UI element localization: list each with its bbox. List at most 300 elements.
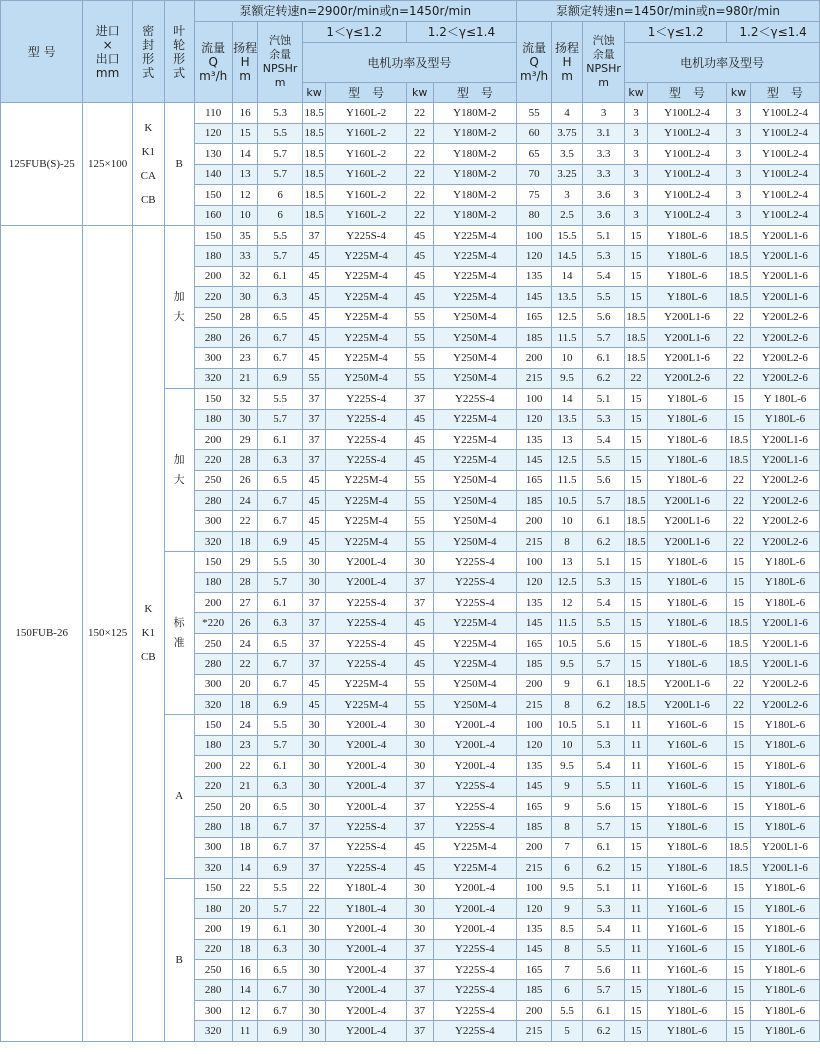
data-cell: Y200L-4 <box>433 878 517 898</box>
data-cell: 55 <box>406 470 433 490</box>
data-cell: Y200L1-6 <box>647 491 726 511</box>
data-cell: 200 <box>194 429 232 449</box>
data-cell: 3 <box>625 123 648 144</box>
data-cell: Y225S-4 <box>326 593 406 613</box>
data-cell: 33 <box>232 246 258 266</box>
data-cell: 300 <box>194 511 232 531</box>
data-cell: 5.7 <box>258 735 302 755</box>
data-cell: 22 <box>625 368 648 388</box>
data-cell: 140 <box>194 164 232 185</box>
data-cell: 6.7 <box>258 327 302 347</box>
impeller-cell <box>164 715 194 878</box>
data-cell: 6.1 <box>583 1000 625 1020</box>
data-cell: 15 <box>625 1021 648 1041</box>
data-cell: Y225S-4 <box>433 572 517 592</box>
data-cell: 9.5 <box>552 368 583 388</box>
data-cell: 70 <box>517 164 552 185</box>
data-cell: Y250M-4 <box>433 348 517 368</box>
inlet-outlet-header: 进口 × 出口 mm <box>83 1 132 103</box>
data-cell: Y225M-4 <box>433 633 517 653</box>
data-cell: 15 <box>625 226 648 246</box>
data-cell: 5.5 <box>552 1000 583 1020</box>
data-cell: 6.1 <box>583 348 625 368</box>
data-cell: Y180L-6 <box>750 898 819 918</box>
data-cell: 250 <box>194 307 232 327</box>
data-cell: 18.5 <box>625 511 648 531</box>
data-cell: 6.7 <box>258 348 302 368</box>
data-cell: 320 <box>194 694 232 714</box>
data-cell: 37 <box>302 633 326 653</box>
data-cell: 5.5 <box>258 123 302 144</box>
data-cell: 250 <box>194 796 232 816</box>
data-cell: Y180L-6 <box>647 450 726 470</box>
data-cell: 20 <box>232 796 258 816</box>
data-cell: Y180M-2 <box>433 123 517 144</box>
data-cell: 22 <box>727 368 751 388</box>
data-cell: Y225M-4 <box>326 246 406 266</box>
data-cell: 37 <box>302 654 326 674</box>
data-cell: Y180M-2 <box>433 164 517 185</box>
data-cell: Y180L-6 <box>647 246 726 266</box>
data-cell: 6.5 <box>258 796 302 816</box>
data-cell: 27 <box>232 593 258 613</box>
data-cell: 15 <box>727 715 751 735</box>
data-cell: Y200L1-6 <box>647 694 726 714</box>
data-cell: 28 <box>232 307 258 327</box>
data-cell: 150 <box>194 185 232 206</box>
data-cell: Y200L-4 <box>326 919 406 939</box>
data-cell: 55 <box>406 531 433 551</box>
data-cell: 200 <box>517 837 552 857</box>
data-cell: 55 <box>406 511 433 531</box>
data-cell: 15 <box>727 572 751 592</box>
data-cell: 15 <box>232 123 258 144</box>
data-cell: 120 <box>194 123 232 144</box>
data-cell: 5.6 <box>583 960 625 980</box>
data-cell: Y200L1-6 <box>750 226 819 246</box>
data-cell: 3 <box>583 103 625 124</box>
data-cell: Y225M-4 <box>433 613 517 633</box>
impeller-label: B <box>175 953 183 966</box>
data-cell: Y100L2-4 <box>750 103 819 124</box>
data-cell: 9 <box>552 776 583 796</box>
data-cell: 37 <box>302 429 326 449</box>
data-cell: 180 <box>194 572 232 592</box>
data-cell: Y200L2-6 <box>750 491 819 511</box>
speed-a-header: 泵额定转速n=2900r/min或n=1450r/min <box>194 1 516 22</box>
kw-header: kw <box>302 83 326 103</box>
data-cell: 18.5 <box>302 103 326 124</box>
data-cell: 5.1 <box>583 878 625 898</box>
data-cell: 18.5 <box>727 266 751 286</box>
data-cell: 15 <box>727 960 751 980</box>
data-cell: Y225M-4 <box>433 409 517 429</box>
data-cell: 18 <box>232 531 258 551</box>
data-cell: 37 <box>406 572 433 592</box>
group-125fub-body <box>1 103 820 226</box>
model-cell: 150FUB-26 <box>1 226 83 1042</box>
data-cell: 22 <box>302 878 326 898</box>
data-cell: 120 <box>517 409 552 429</box>
data-cell: 45 <box>406 429 433 449</box>
data-cell: 135 <box>517 593 552 613</box>
data-cell: 30 <box>302 715 326 735</box>
data-cell: 320 <box>194 1021 232 1041</box>
data-cell: 22 <box>727 674 751 694</box>
data-cell: 15 <box>727 1000 751 1020</box>
seal-cell <box>132 226 164 1042</box>
data-cell: Y 180L-6 <box>750 389 819 409</box>
head-header-b: 扬程 H m <box>552 22 583 103</box>
data-cell: 22 <box>727 470 751 490</box>
data-cell: 23 <box>232 735 258 755</box>
data-cell: 6.3 <box>258 613 302 633</box>
data-cell: Y180L-6 <box>647 552 726 572</box>
data-cell: Y160L-2 <box>326 144 406 165</box>
data-cell: 200 <box>194 756 232 776</box>
data-cell: 55 <box>406 491 433 511</box>
data-cell: 6.2 <box>583 1021 625 1041</box>
data-cell: 11 <box>625 919 648 939</box>
data-cell: 5.3 <box>583 898 625 918</box>
data-cell: 6.9 <box>258 531 302 551</box>
data-cell: 135 <box>517 919 552 939</box>
data-cell: 15 <box>625 246 648 266</box>
data-cell: 6.3 <box>258 939 302 959</box>
data-cell: Y180L-6 <box>750 735 819 755</box>
data-cell: 28 <box>232 572 258 592</box>
data-cell: Y180L-6 <box>647 1000 726 1020</box>
data-cell: 21 <box>232 368 258 388</box>
head-header-a: 扬程 H m <box>232 22 258 103</box>
data-cell: Y180L-6 <box>750 715 819 735</box>
impeller-cell <box>164 878 194 1041</box>
data-cell: 180 <box>194 409 232 429</box>
data-cell: 280 <box>194 491 232 511</box>
data-cell: 11.5 <box>552 327 583 347</box>
data-cell: 3 <box>625 205 648 226</box>
data-cell: Y200L-4 <box>326 939 406 959</box>
data-cell: 185 <box>517 817 552 837</box>
data-cell: 5.7 <box>583 980 625 1000</box>
data-cell: 135 <box>517 756 552 776</box>
data-cell: 15 <box>625 817 648 837</box>
data-cell: 100 <box>517 878 552 898</box>
data-cell: 120 <box>517 246 552 266</box>
data-cell: 15 <box>625 470 648 490</box>
data-cell: 37 <box>406 980 433 1000</box>
data-cell: Y180L-6 <box>750 572 819 592</box>
data-cell: Y200L2-6 <box>750 348 819 368</box>
data-cell: 45 <box>406 266 433 286</box>
data-cell: 15 <box>625 552 648 572</box>
data-cell: Y180M-2 <box>433 205 517 226</box>
data-cell: 15.5 <box>552 226 583 246</box>
data-cell: 9 <box>552 674 583 694</box>
data-cell: 55 <box>406 348 433 368</box>
data-cell: 22 <box>406 164 433 185</box>
data-cell: 10.5 <box>552 633 583 653</box>
data-cell: 6 <box>258 205 302 226</box>
data-cell: 150 <box>194 552 232 572</box>
data-cell: 65 <box>517 144 552 165</box>
data-cell: 11.5 <box>552 613 583 633</box>
data-cell: Y180L-6 <box>647 837 726 857</box>
data-cell: 150 <box>194 878 232 898</box>
data-cell: 22 <box>727 348 751 368</box>
data-cell: 6.3 <box>258 776 302 796</box>
data-cell: 30 <box>302 735 326 755</box>
data-cell: 22 <box>406 185 433 206</box>
gamma2-header-b: 1.2＜γ≤1.4 <box>727 22 820 43</box>
data-cell: 37 <box>302 450 326 470</box>
data-cell: Y200L2-6 <box>750 327 819 347</box>
data-cell: 5.5 <box>583 776 625 796</box>
data-cell: 145 <box>517 776 552 796</box>
data-cell: 11 <box>625 776 648 796</box>
data-cell: Y225S-4 <box>326 389 406 409</box>
data-cell: 100 <box>517 389 552 409</box>
data-cell: 2.5 <box>552 205 583 226</box>
data-cell: 18.5 <box>727 613 751 633</box>
table-row <box>1 226 820 246</box>
data-cell: Y180M-2 <box>433 185 517 206</box>
data-cell: Y200L1-6 <box>750 246 819 266</box>
data-cell: 10.5 <box>552 491 583 511</box>
data-cell: 26 <box>232 613 258 633</box>
data-cell: 120 <box>517 898 552 918</box>
data-cell: 280 <box>194 980 232 1000</box>
data-cell: Y180L-4 <box>326 898 406 918</box>
data-cell: 5.5 <box>583 613 625 633</box>
seal-code: K <box>144 122 153 134</box>
data-cell: 22 <box>406 144 433 165</box>
data-cell: 5.4 <box>583 593 625 613</box>
data-cell: 29 <box>232 552 258 572</box>
data-cell: Y225S-4 <box>433 1021 517 1041</box>
data-cell: 11 <box>625 735 648 755</box>
data-cell: Y200L-4 <box>433 919 517 939</box>
data-cell: Y225S-4 <box>433 796 517 816</box>
data-cell: 8 <box>552 694 583 714</box>
model-header: 型 号 <box>1 1 83 103</box>
data-cell: Y250M-4 <box>433 470 517 490</box>
data-cell: 18.5 <box>625 307 648 327</box>
data-cell: 3 <box>727 103 751 124</box>
data-cell: 18.5 <box>302 185 326 206</box>
data-cell: 150 <box>194 715 232 735</box>
data-cell: 13 <box>232 164 258 185</box>
data-cell: Y160L-2 <box>326 185 406 206</box>
data-cell: 26 <box>232 327 258 347</box>
data-cell: 6.2 <box>583 531 625 551</box>
group-150fub-body <box>1 226 820 1042</box>
seal-cell <box>132 103 164 226</box>
data-cell: 12 <box>232 185 258 206</box>
data-cell: 5.5 <box>583 450 625 470</box>
data-cell: 45 <box>406 450 433 470</box>
data-cell: 37 <box>406 939 433 959</box>
data-cell: Y200L1-6 <box>750 429 819 449</box>
type-header: 型 号 <box>750 83 819 103</box>
data-cell: Y200L-4 <box>326 796 406 816</box>
data-cell: 5.7 <box>258 144 302 165</box>
data-cell: 18.5 <box>727 858 751 878</box>
data-cell: 15 <box>727 817 751 837</box>
data-cell: 22 <box>406 123 433 144</box>
data-cell: 9 <box>552 898 583 918</box>
data-cell: 300 <box>194 674 232 694</box>
data-cell: 11 <box>625 878 648 898</box>
data-cell: 6.2 <box>583 858 625 878</box>
data-cell: 185 <box>517 491 552 511</box>
data-cell: Y160L-6 <box>647 898 726 918</box>
seal-code: CB <box>140 194 156 206</box>
flow-header-a: 流量 Q m³/h <box>194 22 232 103</box>
type-header: 型 号 <box>433 83 517 103</box>
data-cell: 6.3 <box>258 287 302 307</box>
data-cell: 5.5 <box>583 287 625 307</box>
data-cell: Y225M-4 <box>433 654 517 674</box>
data-cell: 26 <box>232 470 258 490</box>
data-cell: 30 <box>406 715 433 735</box>
data-cell: Y225S-4 <box>326 633 406 653</box>
data-cell: 6.1 <box>258 756 302 776</box>
data-cell: 55 <box>517 103 552 124</box>
data-cell: Y200L-4 <box>433 735 517 755</box>
data-cell: Y225M-4 <box>433 246 517 266</box>
data-cell: 15 <box>625 796 648 816</box>
data-cell: 215 <box>517 1021 552 1041</box>
data-cell: 12 <box>552 593 583 613</box>
data-cell: 21 <box>232 776 258 796</box>
data-cell: Y225S-4 <box>433 552 517 572</box>
data-cell: Y200L-4 <box>433 898 517 918</box>
data-cell: Y200L2-6 <box>750 511 819 531</box>
data-cell: 45 <box>406 409 433 429</box>
data-cell: Y180L-6 <box>647 654 726 674</box>
data-cell: Y180L-6 <box>647 633 726 653</box>
data-cell: 150 <box>194 226 232 246</box>
data-cell: 5 <box>552 1021 583 1041</box>
data-cell: Y160L-2 <box>326 103 406 124</box>
data-cell: 220 <box>194 939 232 959</box>
data-cell: 15 <box>625 389 648 409</box>
data-cell: Y200L-4 <box>326 776 406 796</box>
data-cell: Y225S-4 <box>433 389 517 409</box>
data-cell: Y160L-2 <box>326 164 406 185</box>
data-cell: 12 <box>232 1000 258 1020</box>
data-cell: 11.5 <box>552 470 583 490</box>
motor-header-b: 电机功率及型号 <box>625 43 820 83</box>
data-cell: Y200L-4 <box>326 1000 406 1020</box>
data-cell: 135 <box>517 429 552 449</box>
data-cell: 30 <box>302 1021 326 1041</box>
data-cell: 300 <box>194 348 232 368</box>
data-cell: 6.2 <box>583 368 625 388</box>
data-cell: Y180L-6 <box>750 1000 819 1020</box>
impeller-type-header: 叶 轮 形 式 <box>164 1 194 103</box>
data-cell: 15 <box>727 919 751 939</box>
data-cell: 12.5 <box>552 572 583 592</box>
data-cell: 180 <box>194 898 232 918</box>
data-cell: 15 <box>625 409 648 429</box>
data-cell: 5.5 <box>258 878 302 898</box>
data-cell: 15 <box>625 572 648 592</box>
data-cell: 5.7 <box>258 572 302 592</box>
data-cell: 10.5 <box>552 715 583 735</box>
data-cell: 5.1 <box>583 715 625 735</box>
data-cell: 15 <box>625 654 648 674</box>
data-cell: 15 <box>727 796 751 816</box>
data-cell: Y180L-6 <box>647 980 726 1000</box>
data-cell: 215 <box>517 531 552 551</box>
data-cell: Y180L-6 <box>750 776 819 796</box>
data-cell: 75 <box>517 185 552 206</box>
data-cell: Y200L-4 <box>326 960 406 980</box>
data-cell: 6.1 <box>258 919 302 939</box>
data-cell: 45 <box>302 511 326 531</box>
data-cell: 11 <box>625 756 648 776</box>
data-cell: 165 <box>517 796 552 816</box>
data-cell: 45 <box>302 694 326 714</box>
data-cell: 280 <box>194 817 232 837</box>
data-cell: Y180M-2 <box>433 103 517 124</box>
data-cell: 160 <box>194 205 232 226</box>
data-cell: Y200L1-6 <box>647 511 726 531</box>
data-cell: 30 <box>302 572 326 592</box>
data-cell: Y200L-4 <box>326 756 406 776</box>
data-cell: 7 <box>552 960 583 980</box>
data-cell: 6.7 <box>258 511 302 531</box>
data-cell: 3 <box>727 185 751 206</box>
size-cell: 125×100 <box>83 103 132 226</box>
data-cell: 16 <box>232 103 258 124</box>
data-cell: 24 <box>232 633 258 653</box>
data-cell: Y200L-4 <box>326 715 406 735</box>
data-cell: 15 <box>625 266 648 286</box>
data-cell: 6.1 <box>583 511 625 531</box>
npsh-header-b: 汽蚀 余量 NPSHr m <box>583 22 625 103</box>
kw-header: kw <box>625 83 648 103</box>
data-cell: 18.5 <box>727 246 751 266</box>
data-cell: 5.5 <box>258 389 302 409</box>
data-cell: 145 <box>517 287 552 307</box>
data-cell: 6.1 <box>583 674 625 694</box>
data-cell: Y200L1-6 <box>647 531 726 551</box>
data-cell: 3.1 <box>583 123 625 144</box>
data-cell: 100 <box>517 226 552 246</box>
data-cell: Y225M-4 <box>326 307 406 327</box>
data-cell: Y180L-6 <box>647 470 726 490</box>
data-cell: 15 <box>727 593 751 613</box>
data-cell: Y225S-4 <box>326 837 406 857</box>
data-cell: Y200L1-6 <box>750 858 819 878</box>
data-cell: 30 <box>302 939 326 959</box>
seal-code: CA <box>140 170 156 182</box>
kw-header: kw <box>406 83 433 103</box>
data-cell: 165 <box>517 633 552 653</box>
data-cell: 15 <box>727 776 751 796</box>
data-cell: 22 <box>727 491 751 511</box>
data-cell: 3 <box>625 144 648 165</box>
data-cell: Y180L-6 <box>750 817 819 837</box>
data-cell: Y180L-6 <box>750 593 819 613</box>
data-cell: 15 <box>727 756 751 776</box>
data-cell: Y180L-6 <box>647 613 726 633</box>
data-cell: 45 <box>302 470 326 490</box>
data-cell: 45 <box>302 266 326 286</box>
